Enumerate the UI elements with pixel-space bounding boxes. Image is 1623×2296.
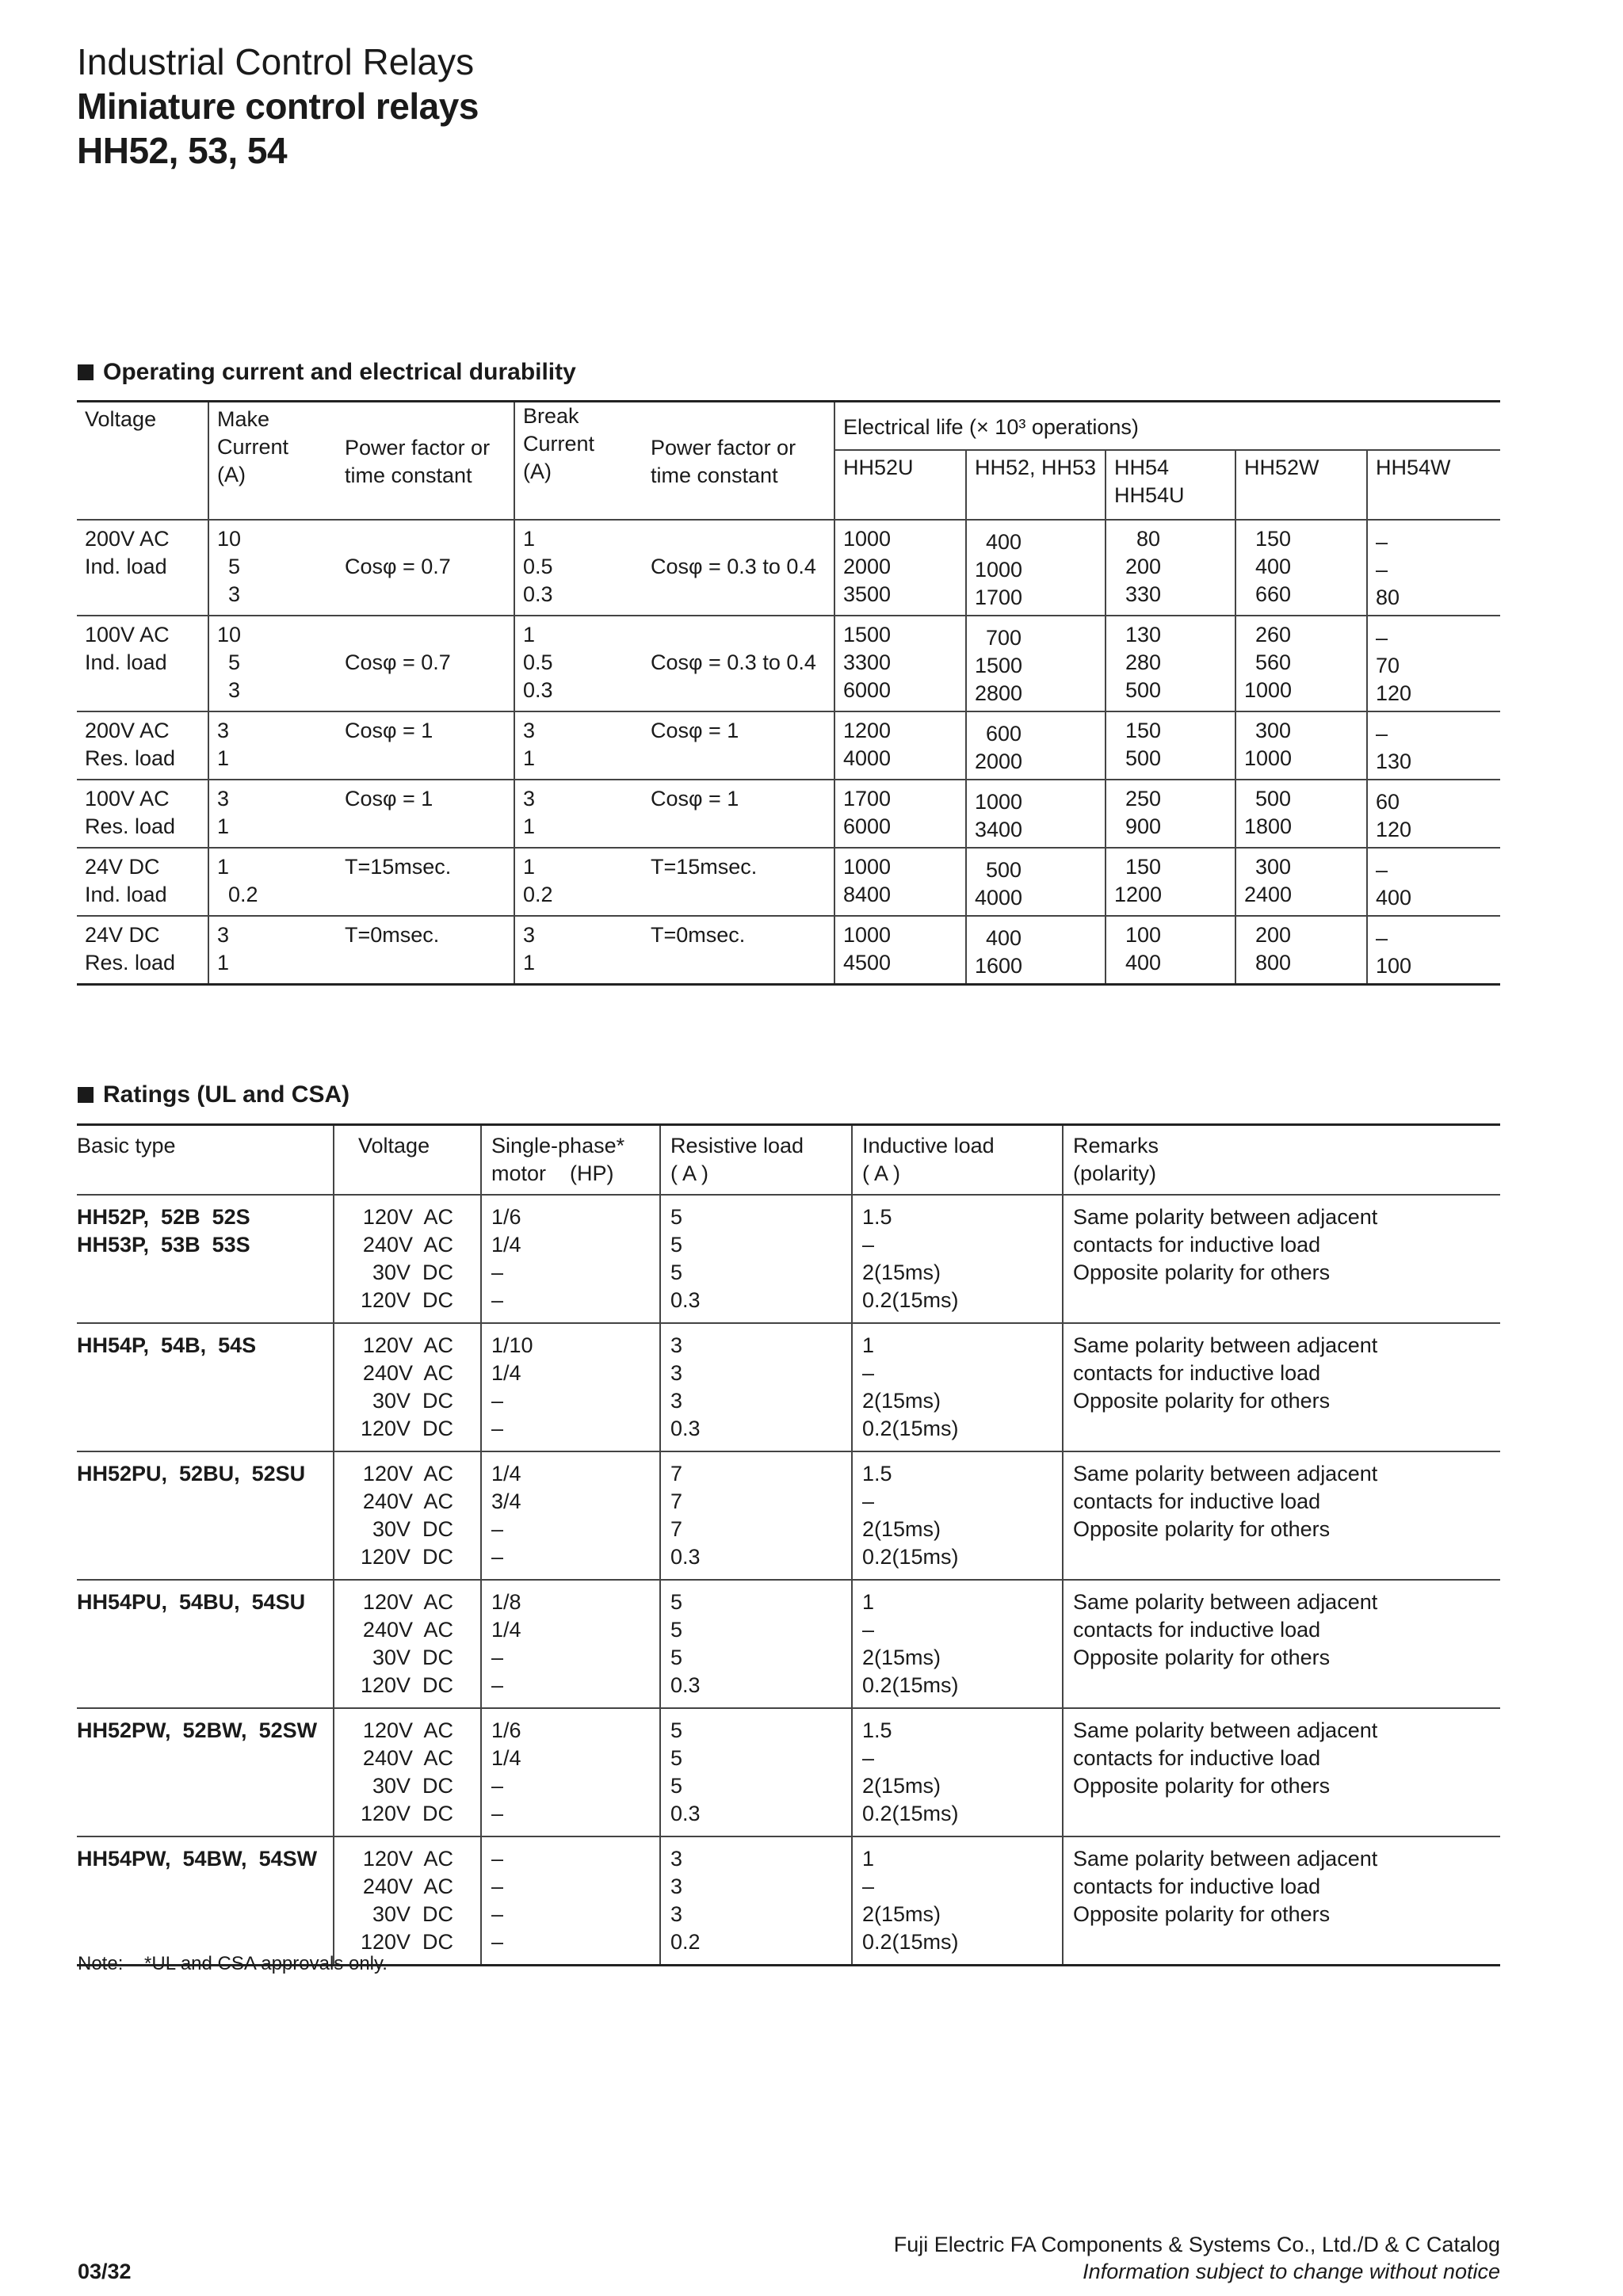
table-row (77, 1323, 1500, 1451)
col-hh54w: HH54W (1367, 450, 1500, 520)
hh54w-cell: – 130 (1367, 711, 1500, 780)
hh54-cell: 150 1200 (1106, 848, 1235, 916)
power-factor-cell: T=0msec. (643, 916, 834, 985)
make-current-cell: 1 0.2 (208, 848, 337, 916)
remarks-cell: Same polarity between adjacent contacts for inductive load Opposite polarity for others (1063, 1580, 1500, 1708)
section-title-ratings: Ratings (UL and CSA) (78, 1081, 349, 1108)
basic-type-cell: HH52PU, 52BU, 52SU (77, 1451, 334, 1580)
table-row (77, 1836, 1500, 1966)
motor-cell: 1/6 1/4 – – (481, 1708, 660, 1836)
table-row (77, 520, 1500, 616)
voltage-cell: 200V AC Res. load (77, 711, 208, 780)
voltage-cell: 120V AC 240V AC 30V DC 120V DC (334, 1195, 481, 1323)
inductive-load-cell: 1.5 – 2(15ms) 0.2(15ms) (852, 1451, 1063, 1580)
hh54-cell: 130 280 500 (1106, 616, 1235, 711)
table-row (77, 780, 1500, 848)
inductive-load-cell: 1.5 – 2(15ms) 0.2(15ms) (852, 1195, 1063, 1323)
hh54-cell: 100 400 (1106, 916, 1235, 985)
table-row (77, 1451, 1500, 1580)
hh54w-cell: 60 120 (1367, 780, 1500, 848)
hh52u-cell: 1700 6000 (834, 780, 966, 848)
power-factor-cell: Cosφ = 1 (643, 711, 834, 780)
table-row (77, 711, 1500, 780)
col-hh52w: HH52W (1235, 450, 1367, 520)
footnote: Note: *UL and CSA approvals only. (78, 1953, 388, 1974)
hh54w-cell: – 400 (1367, 848, 1500, 916)
category-title: Industrial Control Relays (77, 41, 475, 82)
hh52-hh53-cell: 500 4000 (966, 848, 1106, 916)
remarks-cell: Same polarity between adjacent contacts for inductive load Opposite polarity for others (1063, 1451, 1500, 1580)
page-header (77, 40, 479, 173)
resistive-load-cell: 5 5 5 0.3 (660, 1708, 852, 1836)
col-hh52u: HH52U (834, 450, 966, 520)
voltage-cell: 120V AC 240V AC 30V DC 120V DC (334, 1836, 481, 1966)
col-make-current: Make Current (A) (208, 402, 337, 521)
motor-cell: 1/10 1/4 – – (481, 1323, 660, 1451)
hh52w-cell: 300 2400 (1235, 848, 1367, 916)
motor-cell: 1/6 1/4 – – (481, 1195, 660, 1323)
col-inductive: Inductive load ( A ) (852, 1125, 1063, 1196)
col-electrical-life: Electrical life (× 10³ operations) (834, 402, 1500, 451)
power-factor-cell: T=15msec. (643, 848, 834, 916)
resistive-load-cell: 7 7 7 0.3 (660, 1451, 852, 1580)
hh52w-cell: 150 400 660 (1235, 520, 1367, 616)
ratings-table (77, 1123, 1500, 1966)
power-factor-cell: T=15msec. (337, 848, 514, 916)
hh52w-cell: 500 1800 (1235, 780, 1367, 848)
voltage-cell: 120V AC 240V AC 30V DC 120V DC (334, 1451, 481, 1580)
break-current-cell: 3 1 (514, 711, 643, 780)
remarks-cell: Same polarity between adjacent contacts for inductive load Opposite polarity for others (1063, 1836, 1500, 1966)
power-factor-cell: Cosφ = 1 (337, 711, 514, 780)
basic-type-cell: HH54P, 54B, 54S (77, 1323, 334, 1451)
hh54-cell: 80 200 330 (1106, 520, 1235, 616)
hh54w-cell: – – 80 (1367, 520, 1500, 616)
footer-company: Fuji Electric FA Components & Systems Co., Ltd./D & C Catalog (893, 2233, 1500, 2256)
page-number: 03/32 (78, 2260, 132, 2283)
table-row (77, 848, 1500, 916)
power-factor-cell: Cosφ = 0.3 to 0.4 (643, 520, 834, 616)
hh52u-cell: 1500 3300 6000 (834, 616, 966, 711)
motor-cell: 1/4 3/4 – – (481, 1451, 660, 1580)
inductive-load-cell: 1.5 – 2(15ms) 0.2(15ms) (852, 1708, 1063, 1836)
hh52u-cell: 1000 8400 (834, 848, 966, 916)
remarks-cell: Same polarity between adjacent contacts for inductive load Opposite polarity for others (1063, 1195, 1500, 1323)
hh52w-cell: 300 1000 (1235, 711, 1367, 780)
make-current-cell: 3 1 (208, 711, 337, 780)
resistive-load-cell: 3 3 3 0.2 (660, 1836, 852, 1966)
hh52-hh53-cell: 600 2000 (966, 711, 1106, 780)
col-pf2: Power factor or time constant (643, 402, 834, 521)
footer-disclaimer: Information subject to change without notice (1083, 2260, 1500, 2283)
basic-type-cell: HH54PU, 54BU, 54SU (77, 1580, 334, 1708)
model-title: HH52, 53, 54 (77, 130, 288, 171)
power-factor-cell: Cosφ = 0.7 (337, 520, 514, 616)
square-bullet-icon (78, 1087, 94, 1103)
col-motor: Single-phase* motor (HP) (481, 1125, 660, 1196)
break-current-cell: 1 0.2 (514, 848, 643, 916)
motor-cell: 1/8 1/4 – – (481, 1580, 660, 1708)
remarks-cell: Same polarity between adjacent contacts for inductive load Opposite polarity for others (1063, 1708, 1500, 1836)
operating-current-table (77, 400, 1500, 986)
break-current-cell: 3 1 (514, 780, 643, 848)
col-voltage: Voltage (77, 402, 208, 521)
power-factor-cell: Cosφ = 0.7 (337, 616, 514, 711)
voltage-cell: 120V AC 240V AC 30V DC 120V DC (334, 1580, 481, 1708)
inductive-load-cell: 1 – 2(15ms) 0.2(15ms) (852, 1580, 1063, 1708)
hh54w-cell: – 100 (1367, 916, 1500, 985)
resistive-load-cell: 5 5 5 0.3 (660, 1195, 852, 1323)
voltage-cell: 100V AC Res. load (77, 780, 208, 848)
make-current-cell: 10 5 3 (208, 520, 337, 616)
break-current-cell: 3 1 (514, 916, 643, 985)
table-row (77, 1195, 1500, 1323)
break-current-cell: 1 0.5 0.3 (514, 520, 643, 616)
voltage-cell: 24V DC Res. load (77, 916, 208, 985)
col-basic-type: Basic type (77, 1125, 334, 1196)
table-row (77, 916, 1500, 985)
col-voltage: Voltage (334, 1125, 481, 1196)
col-resistive: Resistive load ( A ) (660, 1125, 852, 1196)
resistive-load-cell: 5 5 5 0.3 (660, 1580, 852, 1708)
table-row (77, 1708, 1500, 1836)
voltage-cell: 24V DC Ind. load (77, 848, 208, 916)
make-current-cell: 3 1 (208, 780, 337, 848)
hh54w-cell: – 70 120 (1367, 616, 1500, 711)
hh52u-cell: 1000 4500 (834, 916, 966, 985)
table-row (77, 616, 1500, 711)
make-current-cell: 3 1 (208, 916, 337, 985)
inductive-load-cell: 1 – 2(15ms) 0.2(15ms) (852, 1836, 1063, 1966)
basic-type-cell: HH52P, 52B 52S HH53P, 53B 53S (77, 1205, 250, 1257)
power-factor-cell: Cosφ = 1 (643, 780, 834, 848)
power-factor-cell: T=0msec. (337, 916, 514, 985)
hh52w-cell: 200 800 (1235, 916, 1367, 985)
hh52w-cell: 260 560 1000 (1235, 616, 1367, 711)
col-break-current: Break Current (A) (514, 402, 643, 521)
hh54-cell: 250 900 (1106, 780, 1235, 848)
motor-cell: – – – – (481, 1836, 660, 1966)
hh54-cell: 150 500 (1106, 711, 1235, 780)
hh52-hh53-cell: 700 1500 2800 (966, 616, 1106, 711)
power-factor-cell: Cosφ = 1 (337, 780, 514, 848)
basic-type-cell: HH52PW, 52BW, 52SW (77, 1708, 334, 1836)
voltage-cell: 200V AC Ind. load (77, 520, 208, 616)
break-current-cell: 1 0.5 0.3 (514, 616, 643, 711)
inductive-load-cell: 1 – 2(15ms) 0.2(15ms) (852, 1323, 1063, 1451)
table-row (77, 1580, 1500, 1708)
make-current-cell: 10 5 3 (208, 616, 337, 711)
voltage-cell: 100V AC Ind. load (77, 616, 208, 711)
resistive-load-cell: 3 3 3 0.3 (660, 1323, 852, 1451)
section-title-operating: Operating current and electrical durability (78, 359, 576, 386)
hh52u-cell: 1000 2000 3500 (834, 520, 966, 616)
col-remarks: Remarks (polarity) (1063, 1125, 1500, 1196)
square-bullet-icon (78, 364, 94, 380)
hh52-hh53-cell: 400 1600 (966, 916, 1106, 985)
voltage-cell: 120V AC 240V AC 30V DC 120V DC (334, 1708, 481, 1836)
hh52-hh53-cell: 1000 3400 (966, 780, 1106, 848)
col-pf1: Power factor or time constant (337, 402, 514, 521)
col-hh54: HH54 HH54U (1106, 450, 1235, 520)
power-factor-cell: Cosφ = 0.3 to 0.4 (643, 616, 834, 711)
hh52-hh53-cell: 400 1000 1700 (966, 520, 1106, 616)
remarks-cell: Same polarity between adjacent contacts for inductive load Opposite polarity for others (1063, 1323, 1500, 1451)
col-hh52-hh53: HH52, HH53 (966, 450, 1106, 520)
product-title: Miniature control relays (77, 86, 479, 127)
basic-type-cell: HH54PW, 54BW, 54SW (77, 1836, 334, 1966)
voltage-cell: 120V AC 240V AC 30V DC 120V DC (334, 1323, 481, 1451)
hh52u-cell: 1200 4000 (834, 711, 966, 780)
